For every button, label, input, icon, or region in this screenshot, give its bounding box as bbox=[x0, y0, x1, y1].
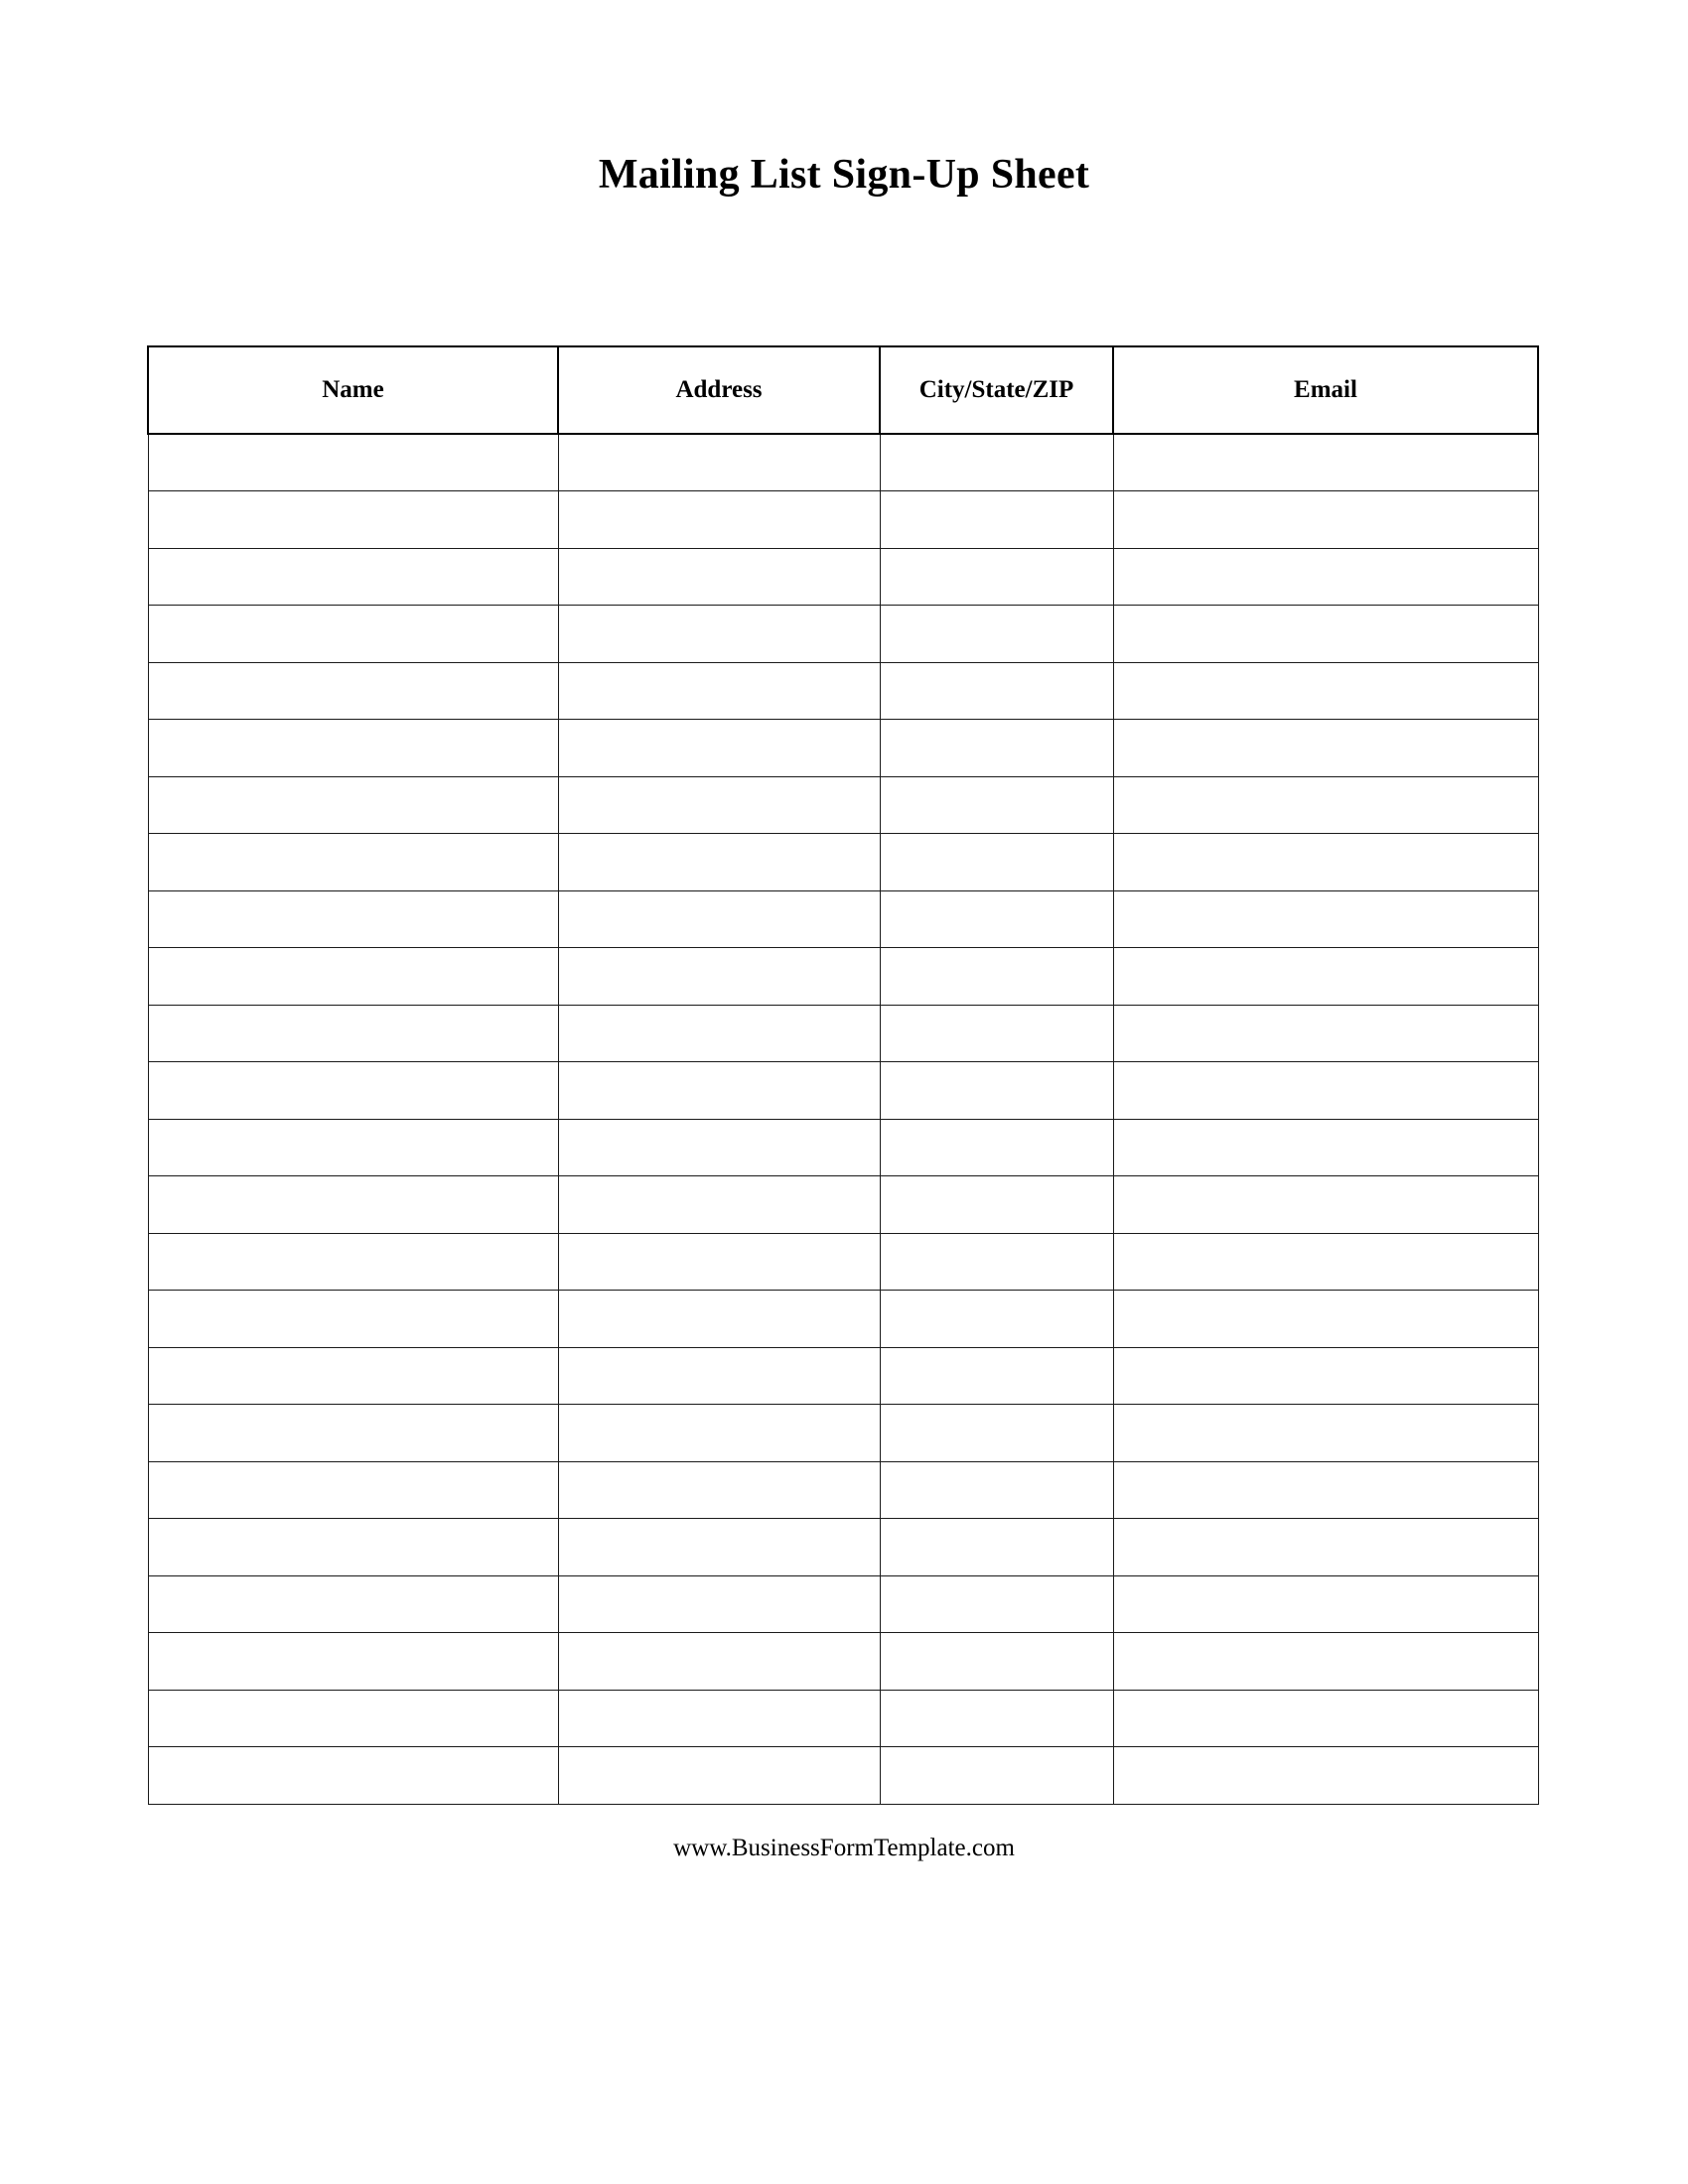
entry-cell[interactable] bbox=[1113, 1461, 1538, 1519]
entry-cell[interactable] bbox=[880, 491, 1113, 549]
entry-cell[interactable] bbox=[148, 1119, 558, 1176]
table-row bbox=[148, 1347, 1538, 1405]
entry-cell[interactable] bbox=[880, 834, 1113, 891]
entry-cell[interactable] bbox=[880, 434, 1113, 491]
entry-cell[interactable] bbox=[148, 1461, 558, 1519]
entry-cell[interactable] bbox=[558, 1405, 880, 1462]
entry-cell[interactable] bbox=[880, 1062, 1113, 1120]
entry-cell[interactable] bbox=[148, 491, 558, 549]
entry-cell[interactable] bbox=[558, 834, 880, 891]
entry-cell[interactable] bbox=[558, 1176, 880, 1234]
entry-cell[interactable] bbox=[880, 606, 1113, 663]
entry-cell[interactable] bbox=[558, 1062, 880, 1120]
entry-cell[interactable] bbox=[148, 662, 558, 720]
entry-cell[interactable] bbox=[558, 1519, 880, 1576]
table-row bbox=[148, 1119, 1538, 1176]
entry-cell[interactable] bbox=[880, 548, 1113, 606]
table-header bbox=[148, 346, 1538, 434]
entry-cell[interactable] bbox=[558, 776, 880, 834]
entry-cell[interactable] bbox=[1113, 1291, 1538, 1348]
entry-cell[interactable] bbox=[1113, 491, 1538, 549]
entry-cell[interactable] bbox=[880, 1633, 1113, 1691]
entry-cell[interactable] bbox=[558, 1005, 880, 1062]
entry-cell[interactable] bbox=[148, 1747, 558, 1805]
entry-cell[interactable] bbox=[880, 776, 1113, 834]
column-header-city: City/State/ZIP bbox=[880, 346, 1113, 434]
entry-cell[interactable] bbox=[558, 1747, 880, 1805]
entry-cell[interactable] bbox=[148, 720, 558, 777]
entry-cell[interactable] bbox=[1113, 1233, 1538, 1291]
entry-cell[interactable] bbox=[1113, 606, 1538, 663]
entry-cell[interactable] bbox=[880, 1575, 1113, 1633]
entry-cell[interactable] bbox=[1113, 1747, 1538, 1805]
entry-cell[interactable] bbox=[148, 434, 558, 491]
entry-cell[interactable] bbox=[880, 1176, 1113, 1234]
signup-table-container bbox=[147, 345, 1537, 1805]
table-body bbox=[148, 434, 1538, 1804]
entry-cell[interactable] bbox=[1113, 834, 1538, 891]
table-header-row bbox=[148, 346, 1538, 434]
column-header-address: Address bbox=[558, 346, 880, 434]
table-row bbox=[148, 834, 1538, 891]
table-row bbox=[148, 720, 1538, 777]
entry-cell[interactable] bbox=[1113, 1633, 1538, 1691]
entry-cell[interactable] bbox=[148, 776, 558, 834]
table-row bbox=[148, 776, 1538, 834]
mailing-list-table bbox=[147, 345, 1539, 1805]
table-row bbox=[148, 1519, 1538, 1576]
table-row bbox=[148, 1062, 1538, 1120]
table-row bbox=[148, 948, 1538, 1006]
table-row bbox=[148, 1176, 1538, 1234]
entry-cell[interactable] bbox=[148, 1347, 558, 1405]
entry-cell[interactable] bbox=[148, 890, 558, 948]
entry-cell[interactable] bbox=[1113, 776, 1538, 834]
table-row bbox=[148, 434, 1538, 491]
table-row bbox=[148, 1575, 1538, 1633]
entry-cell[interactable] bbox=[1113, 548, 1538, 606]
table-row bbox=[148, 606, 1538, 663]
entry-cell[interactable] bbox=[1113, 434, 1538, 491]
entry-cell[interactable] bbox=[558, 1291, 880, 1348]
entry-cell[interactable] bbox=[880, 720, 1113, 777]
entry-cell[interactable] bbox=[1113, 1062, 1538, 1120]
table-row bbox=[148, 1461, 1538, 1519]
entry-cell[interactable] bbox=[880, 1119, 1113, 1176]
entry-cell[interactable] bbox=[558, 1575, 880, 1633]
entry-cell[interactable] bbox=[880, 948, 1113, 1006]
entry-cell[interactable] bbox=[1113, 1347, 1538, 1405]
entry-cell[interactable] bbox=[558, 1119, 880, 1176]
entry-cell[interactable] bbox=[558, 890, 880, 948]
entry-cell[interactable] bbox=[558, 1233, 880, 1291]
entry-cell[interactable] bbox=[880, 890, 1113, 948]
table-row bbox=[148, 890, 1538, 948]
entry-cell[interactable] bbox=[558, 491, 880, 549]
entry-cell[interactable] bbox=[558, 1633, 880, 1691]
entry-cell[interactable] bbox=[1113, 1575, 1538, 1633]
page-title: Mailing List Sign-Up Sheet bbox=[598, 152, 1090, 198]
table-row bbox=[148, 1405, 1538, 1462]
entry-cell[interactable] bbox=[558, 948, 880, 1006]
entry-cell[interactable] bbox=[558, 434, 880, 491]
entry-cell[interactable] bbox=[880, 1519, 1113, 1576]
entry-cell[interactable] bbox=[148, 606, 558, 663]
entry-cell[interactable] bbox=[880, 662, 1113, 720]
entry-cell[interactable] bbox=[1113, 662, 1538, 720]
entry-cell[interactable] bbox=[558, 548, 880, 606]
entry-cell[interactable] bbox=[148, 1519, 558, 1576]
table-row bbox=[148, 662, 1538, 720]
entry-cell[interactable] bbox=[558, 720, 880, 777]
entry-cell[interactable] bbox=[880, 1233, 1113, 1291]
entry-cell[interactable] bbox=[148, 1233, 558, 1291]
entry-cell[interactable] bbox=[148, 1005, 558, 1062]
entry-cell[interactable] bbox=[880, 1405, 1113, 1462]
entry-cell[interactable] bbox=[880, 1461, 1113, 1519]
table-row bbox=[148, 491, 1538, 549]
entry-cell[interactable] bbox=[1113, 1176, 1538, 1234]
entry-cell[interactable] bbox=[148, 1633, 558, 1691]
table-row bbox=[148, 1233, 1538, 1291]
entry-cell[interactable] bbox=[148, 948, 558, 1006]
entry-cell[interactable] bbox=[880, 1347, 1113, 1405]
entry-cell[interactable] bbox=[880, 1005, 1113, 1062]
entry-cell[interactable] bbox=[558, 662, 880, 720]
entry-cell[interactable] bbox=[148, 1405, 558, 1462]
table-row bbox=[148, 548, 1538, 606]
entry-cell[interactable] bbox=[148, 1690, 558, 1747]
entry-cell[interactable] bbox=[558, 1461, 880, 1519]
entry-cell[interactable] bbox=[1113, 1005, 1538, 1062]
entry-cell[interactable] bbox=[1113, 1119, 1538, 1176]
entry-cell[interactable] bbox=[880, 1690, 1113, 1747]
entry-cell[interactable] bbox=[558, 606, 880, 663]
entry-cell[interactable] bbox=[148, 1062, 558, 1120]
table-row bbox=[148, 1291, 1538, 1348]
entry-cell[interactable] bbox=[1113, 890, 1538, 948]
entry-cell[interactable] bbox=[1113, 1519, 1538, 1576]
entry-cell[interactable] bbox=[1113, 948, 1538, 1006]
entry-cell[interactable] bbox=[558, 1347, 880, 1405]
table-row bbox=[148, 1747, 1538, 1805]
entry-cell[interactable] bbox=[1113, 1405, 1538, 1462]
table-row bbox=[148, 1005, 1538, 1062]
entry-cell[interactable] bbox=[148, 1575, 558, 1633]
entry-cell[interactable] bbox=[148, 1176, 558, 1234]
entry-cell[interactable] bbox=[880, 1291, 1113, 1348]
entry-cell[interactable] bbox=[558, 1690, 880, 1747]
entry-cell[interactable] bbox=[148, 548, 558, 606]
entry-cell[interactable] bbox=[1113, 1690, 1538, 1747]
entry-cell[interactable] bbox=[1113, 720, 1538, 777]
entry-cell[interactable] bbox=[148, 1291, 558, 1348]
entry-cell[interactable] bbox=[880, 1747, 1113, 1805]
footer-source-text: www.BusinessFormTemplate.com bbox=[673, 1835, 1015, 1861]
entry-cell[interactable] bbox=[148, 834, 558, 891]
column-header-email: Email bbox=[1113, 346, 1538, 434]
table-row bbox=[148, 1690, 1538, 1747]
column-header-name: Name bbox=[148, 346, 558, 434]
table-row bbox=[148, 1633, 1538, 1691]
